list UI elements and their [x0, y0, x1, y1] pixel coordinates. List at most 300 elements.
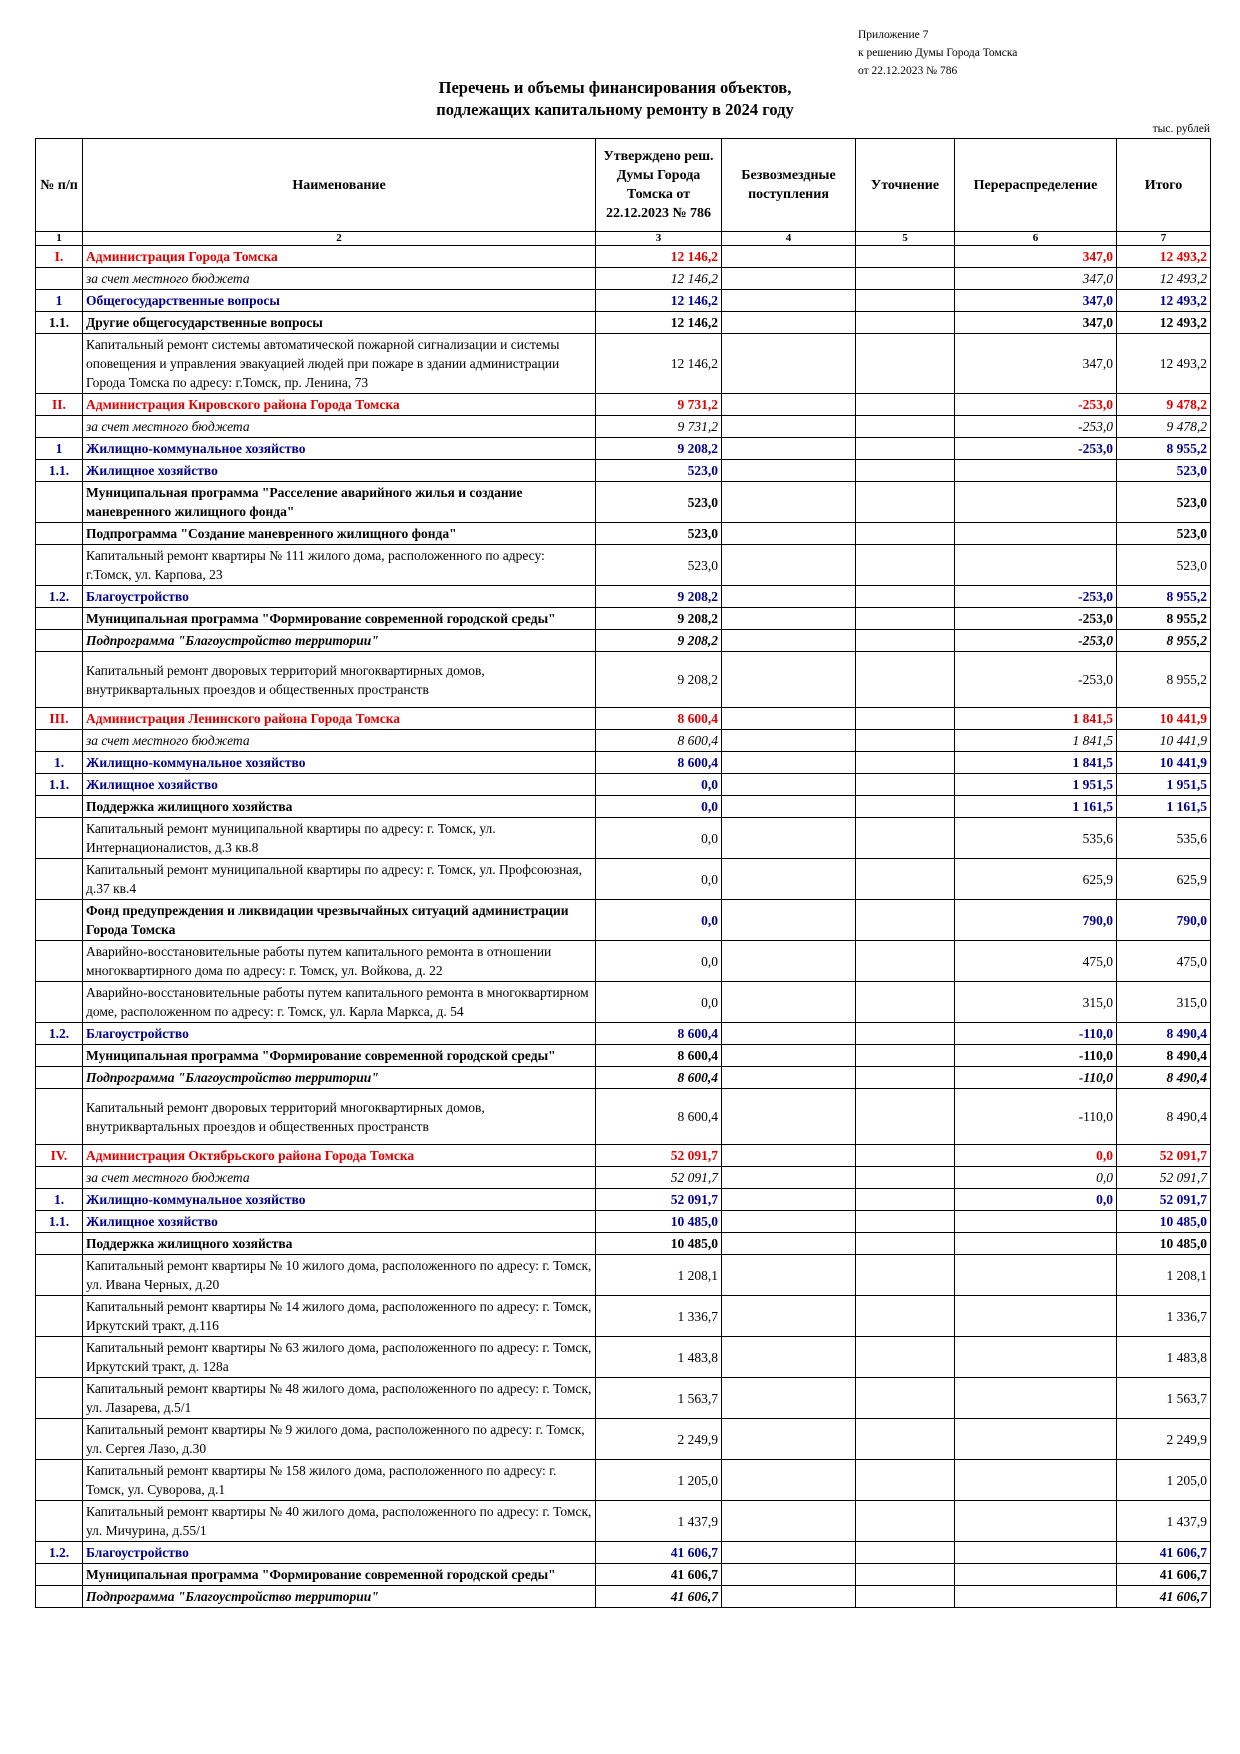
total-value: 625,9	[1117, 859, 1211, 900]
total-value: 523,0	[1117, 482, 1211, 523]
refinement-value	[856, 545, 955, 586]
column-index: 7	[1117, 232, 1211, 246]
grants-value	[722, 1189, 856, 1211]
row-number	[36, 1378, 83, 1419]
row-name: Капитальный ремонт квартиры № 111 жилого дома, расположенного по адресу: г.Томск, ул. Карпова, 23	[83, 545, 596, 586]
row-name: Капитальный ремонт дворовых территорий многоквартирных домов, внутриквартальных проездов и общественных пространств	[83, 652, 596, 708]
row-number: 1	[36, 438, 83, 460]
refinement-value	[856, 312, 955, 334]
refinement-value	[856, 482, 955, 523]
redistribution-value: -253,0	[955, 630, 1117, 652]
table-row	[36, 1501, 1211, 1542]
row-number	[36, 652, 83, 708]
approved-value: 8 600,4	[596, 752, 722, 774]
total-value: 52 091,7	[1117, 1189, 1211, 1211]
row-number: III.	[36, 708, 83, 730]
col-header-grants: Безвозмездные поступления	[722, 139, 856, 232]
refinement-value	[856, 416, 955, 438]
redistribution-value: 0,0	[955, 1189, 1117, 1211]
refinement-value	[856, 1460, 955, 1501]
column-index: 2	[83, 232, 596, 246]
column-index: 1	[36, 232, 83, 246]
refinement-value	[856, 1089, 955, 1145]
row-name: Другие общегосударственные вопросы	[83, 312, 596, 334]
redistribution-value: -253,0	[955, 608, 1117, 630]
table-row	[36, 630, 1211, 652]
approved-value: 9 731,2	[596, 416, 722, 438]
total-value: 10 485,0	[1117, 1211, 1211, 1233]
refinement-value	[856, 1189, 955, 1211]
redistribution-value: 475,0	[955, 941, 1117, 982]
row-name: Капитальный ремонт муниципальной квартиры по адресу: г. Томск, ул. Профсоюзная, д.37 кв.4	[83, 859, 596, 900]
row-number	[36, 1255, 83, 1296]
grants-value	[722, 774, 856, 796]
table-row	[36, 1067, 1211, 1089]
row-name: за счет местного бюджета	[83, 730, 596, 752]
table-row	[36, 730, 1211, 752]
approved-value: 52 091,7	[596, 1189, 722, 1211]
refinement-value	[856, 438, 955, 460]
appendix-line: к решению Думы Города Томска	[858, 47, 1018, 59]
grants-value	[722, 290, 856, 312]
redistribution-value: -253,0	[955, 416, 1117, 438]
row-name: Администрация Кировского района Города Томска	[83, 394, 596, 416]
table-row	[36, 1167, 1211, 1189]
row-name: Подпрограмма "Благоустройство территории"	[83, 1067, 596, 1089]
refinement-value	[856, 1045, 955, 1067]
row-name: Муниципальная программа "Расселение аварийного жилья и создание маневренного жилищного фонда"	[83, 482, 596, 523]
redistribution-value: 347,0	[955, 334, 1117, 394]
table-row	[36, 608, 1211, 630]
table-row	[36, 290, 1211, 312]
total-value: 10 441,9	[1117, 730, 1211, 752]
header-row	[36, 139, 1211, 232]
grants-value	[722, 1337, 856, 1378]
grants-value	[722, 482, 856, 523]
redistribution-value: -253,0	[955, 652, 1117, 708]
grants-value	[722, 818, 856, 859]
refinement-value	[856, 1145, 955, 1167]
approved-value: 9 208,2	[596, 630, 722, 652]
refinement-value	[856, 334, 955, 394]
refinement-value	[856, 1542, 955, 1564]
row-name: Капитальный ремонт квартиры № 48 жилого дома, расположенного по адресу: г. Томск, ул. Лазарева, д.5/1	[83, 1378, 596, 1419]
grants-value	[722, 586, 856, 608]
refinement-value	[856, 1023, 955, 1045]
grants-value	[722, 268, 856, 290]
refinement-value	[856, 1378, 955, 1419]
refinement-value	[856, 1564, 955, 1586]
redistribution-value	[955, 1337, 1117, 1378]
redistribution-value: 1 951,5	[955, 774, 1117, 796]
redistribution-value: -253,0	[955, 586, 1117, 608]
row-number	[36, 818, 83, 859]
row-number: 1.1.	[36, 460, 83, 482]
approved-value: 0,0	[596, 900, 722, 941]
row-name: Капитальный ремонт дворовых территорий многоквартирных домов, внутриквартальных проездов и общественных пространств	[83, 1089, 596, 1145]
row-number	[36, 900, 83, 941]
grants-value	[722, 652, 856, 708]
document-title	[40, 77, 1190, 121]
grants-value	[722, 608, 856, 630]
approved-value: 12 146,2	[596, 312, 722, 334]
table-row	[36, 796, 1211, 818]
appendix-line: Приложение 7	[858, 29, 929, 41]
redistribution-value: 535,6	[955, 818, 1117, 859]
row-number: 1.1.	[36, 774, 83, 796]
redistribution-value: 0,0	[955, 1145, 1117, 1167]
column-index: 4	[722, 232, 856, 246]
row-name: Общегосударственные вопросы	[83, 290, 596, 312]
table-row	[36, 460, 1211, 482]
total-value: 1 563,7	[1117, 1378, 1211, 1419]
row-number	[36, 1067, 83, 1089]
grants-value	[722, 334, 856, 394]
row-name: за счет местного бюджета	[83, 416, 596, 438]
table-row	[36, 900, 1211, 941]
row-name: Капитальный ремонт квартиры № 10 жилого дома, расположенного по адресу: г. Томск, ул. Ивана Черных, д.20	[83, 1255, 596, 1296]
approved-value: 9 208,2	[596, 438, 722, 460]
row-number	[36, 1586, 83, 1608]
table-row	[36, 312, 1211, 334]
total-value: 523,0	[1117, 545, 1211, 586]
table-row	[36, 774, 1211, 796]
total-value: 8 955,2	[1117, 438, 1211, 460]
refinement-value	[856, 1296, 955, 1337]
row-number	[36, 1296, 83, 1337]
redistribution-value: -110,0	[955, 1067, 1117, 1089]
row-name: Жилищное хозяйство	[83, 1211, 596, 1233]
row-number	[36, 1564, 83, 1586]
grants-value	[722, 1089, 856, 1145]
approved-value: 8 600,4	[596, 708, 722, 730]
refinement-value	[856, 652, 955, 708]
row-name: Жилищное хозяйство	[83, 460, 596, 482]
approved-value: 523,0	[596, 523, 722, 545]
row-number	[36, 1460, 83, 1501]
total-value: 315,0	[1117, 982, 1211, 1023]
column-index-row	[36, 232, 1211, 246]
row-number	[36, 334, 83, 394]
row-number	[36, 1501, 83, 1542]
approved-value: 0,0	[596, 774, 722, 796]
total-value: 1 161,5	[1117, 796, 1211, 818]
table-row	[36, 1337, 1211, 1378]
table-row	[36, 416, 1211, 438]
approved-value: 0,0	[596, 818, 722, 859]
redistribution-value: -253,0	[955, 438, 1117, 460]
approved-value: 12 146,2	[596, 290, 722, 312]
row-number: IV.	[36, 1145, 83, 1167]
grants-value	[722, 1564, 856, 1586]
grants-value	[722, 1542, 856, 1564]
approved-value: 1 437,9	[596, 1501, 722, 1542]
row-name: Капитальный ремонт квартиры № 158 жилого дома, расположенного по адресу: г. Томск, ул. Суворова, д.1	[83, 1460, 596, 1501]
refinement-value	[856, 774, 955, 796]
total-value: 9 478,2	[1117, 416, 1211, 438]
grants-value	[722, 1378, 856, 1419]
title-line: Перечень и объемы финансирования объектов,	[438, 78, 792, 97]
row-number	[36, 1233, 83, 1255]
table-row	[36, 268, 1211, 290]
table-row	[36, 246, 1211, 268]
table-row	[36, 1586, 1211, 1608]
row-name: Подпрограмма "Создание маневренного жилищного фонда"	[83, 523, 596, 545]
grants-value	[722, 416, 856, 438]
row-number	[36, 1419, 83, 1460]
row-name: за счет местного бюджета	[83, 1167, 596, 1189]
table-row	[36, 1045, 1211, 1067]
total-value: 12 493,2	[1117, 246, 1211, 268]
total-value: 52 091,7	[1117, 1167, 1211, 1189]
approved-value: 41 606,7	[596, 1564, 722, 1586]
grants-value	[722, 1211, 856, 1233]
grants-value	[722, 1233, 856, 1255]
redistribution-value	[955, 1419, 1117, 1460]
row-number: 1.1.	[36, 1211, 83, 1233]
total-value: 790,0	[1117, 900, 1211, 941]
redistribution-value: 347,0	[955, 268, 1117, 290]
total-value: 12 493,2	[1117, 312, 1211, 334]
row-name: Капитальный ремонт квартиры № 40 жилого дома, расположенного по адресу: г. Томск, ул. Мичурина, д.55/1	[83, 1501, 596, 1542]
table-row	[36, 482, 1211, 523]
table-row	[36, 586, 1211, 608]
grants-value	[722, 708, 856, 730]
row-name: Капитальный ремонт квартиры № 63 жилого дома, расположенного по адресу: г. Томск, Иркутский тракт, д. 128а	[83, 1337, 596, 1378]
redistribution-value: 347,0	[955, 312, 1117, 334]
table-row	[36, 818, 1211, 859]
table-row	[36, 1378, 1211, 1419]
refinement-value	[856, 630, 955, 652]
approved-value: 12 146,2	[596, 334, 722, 394]
row-name: Фонд предупреждения и ликвидации чрезвычайных ситуаций администрации Города Томска	[83, 900, 596, 941]
total-value: 523,0	[1117, 523, 1211, 545]
approved-value: 12 146,2	[596, 268, 722, 290]
approved-value: 1 563,7	[596, 1378, 722, 1419]
col-header-total: Итого	[1117, 139, 1211, 232]
approved-value: 9 208,2	[596, 586, 722, 608]
refinement-value	[856, 460, 955, 482]
grants-value	[722, 630, 856, 652]
approved-value: 52 091,7	[596, 1145, 722, 1167]
table-row	[36, 1211, 1211, 1233]
row-number: I.	[36, 246, 83, 268]
row-number	[36, 982, 83, 1023]
refinement-value	[856, 982, 955, 1023]
redistribution-value	[955, 545, 1117, 586]
row-name: Поддержка жилищного хозяйства	[83, 796, 596, 818]
approved-value: 9 208,2	[596, 652, 722, 708]
total-value: 8 955,2	[1117, 630, 1211, 652]
row-name: Благоустройство	[83, 1542, 596, 1564]
redistribution-value	[955, 1211, 1117, 1233]
refinement-value	[856, 1419, 955, 1460]
refinement-value	[856, 941, 955, 982]
grants-value	[722, 796, 856, 818]
grants-value	[722, 1145, 856, 1167]
grants-value	[722, 1023, 856, 1045]
approved-value: 523,0	[596, 482, 722, 523]
approved-value: 1 483,8	[596, 1337, 722, 1378]
total-value: 10 441,9	[1117, 708, 1211, 730]
total-value: 52 091,7	[1117, 1145, 1211, 1167]
table-row	[36, 708, 1211, 730]
grants-value	[722, 1296, 856, 1337]
total-value: 8 490,4	[1117, 1023, 1211, 1045]
approved-value: 0,0	[596, 859, 722, 900]
financing-table	[35, 138, 1211, 1608]
grants-value	[722, 1460, 856, 1501]
row-name: Жилищно-коммунальное хозяйство	[83, 1189, 596, 1211]
refinement-value	[856, 900, 955, 941]
grants-value	[722, 1419, 856, 1460]
redistribution-value: 347,0	[955, 246, 1117, 268]
total-value: 12 493,2	[1117, 268, 1211, 290]
redistribution-value	[955, 1255, 1117, 1296]
grants-value	[722, 545, 856, 586]
redistribution-value	[955, 1378, 1117, 1419]
grants-value	[722, 394, 856, 416]
table-row	[36, 523, 1211, 545]
redistribution-value	[955, 1501, 1117, 1542]
approved-value: 8 600,4	[596, 1067, 722, 1089]
table-row	[36, 1460, 1211, 1501]
row-name: Жилищно-коммунальное хозяйство	[83, 438, 596, 460]
table-row	[36, 1542, 1211, 1564]
total-value: 8 490,4	[1117, 1045, 1211, 1067]
total-value: 1 336,7	[1117, 1296, 1211, 1337]
row-number	[36, 730, 83, 752]
row-name: Муниципальная программа "Формирование современной городской среды"	[83, 608, 596, 630]
grants-value	[722, 312, 856, 334]
approved-value: 1 208,1	[596, 1255, 722, 1296]
row-number: 1	[36, 290, 83, 312]
total-value: 41 606,7	[1117, 1564, 1211, 1586]
refinement-value	[856, 708, 955, 730]
row-number: 1.	[36, 752, 83, 774]
row-name: Аварийно-восстановительные работы путем капитального ремонта в отношении многоквартирного дома по адресу: г. Томск, ул. Войкова, д. 22	[83, 941, 596, 982]
grants-value	[722, 941, 856, 982]
refinement-value	[856, 1501, 955, 1542]
approved-value: 2 249,9	[596, 1419, 722, 1460]
row-number	[36, 1337, 83, 1378]
title-line: подлежащих капитальному ремонту в 2024 году	[436, 100, 794, 119]
row-name: Жилищное хозяйство	[83, 774, 596, 796]
approved-value: 9 208,2	[596, 608, 722, 630]
table-row	[36, 545, 1211, 586]
row-number: 1.2.	[36, 1023, 83, 1045]
approved-value: 12 146,2	[596, 246, 722, 268]
redistribution-value	[955, 1542, 1117, 1564]
row-number	[36, 796, 83, 818]
col-header-name: Наименование	[83, 139, 596, 232]
refinement-value	[856, 1233, 955, 1255]
approved-value: 0,0	[596, 982, 722, 1023]
refinement-value	[856, 523, 955, 545]
approved-value: 8 600,4	[596, 1089, 722, 1145]
redistribution-value: -110,0	[955, 1089, 1117, 1145]
refinement-value	[856, 752, 955, 774]
redistribution-value	[955, 1233, 1117, 1255]
approved-value: 523,0	[596, 460, 722, 482]
row-name: Муниципальная программа "Формирование современной городской среды"	[83, 1564, 596, 1586]
total-value: 1 205,0	[1117, 1460, 1211, 1501]
table-row	[36, 1564, 1211, 1586]
redistribution-value	[955, 460, 1117, 482]
row-name: Жилищно-коммунальное хозяйство	[83, 752, 596, 774]
table-row	[36, 1296, 1211, 1337]
table-row	[36, 394, 1211, 416]
table-row	[36, 1233, 1211, 1255]
col-header-number: № п/п	[36, 139, 83, 232]
table-row	[36, 438, 1211, 460]
table-row	[36, 1189, 1211, 1211]
row-number	[36, 1167, 83, 1189]
refinement-value	[856, 1255, 955, 1296]
redistribution-value	[955, 1296, 1117, 1337]
total-value: 9 478,2	[1117, 394, 1211, 416]
grants-value	[722, 982, 856, 1023]
table-row	[36, 652, 1211, 708]
total-value: 535,6	[1117, 818, 1211, 859]
row-number	[36, 545, 83, 586]
column-index: 3	[596, 232, 722, 246]
row-name: Аварийно-восстановительные работы путем капитального ремонта в многоквартирном доме, расположенном по адресу: г. Томск, ул. Карла Маркса, д. 54	[83, 982, 596, 1023]
row-name: Капитальный ремонт муниципальной квартиры по адресу: г. Томск, ул. Интернационалистов, д.3 кв.8	[83, 818, 596, 859]
grants-value	[722, 246, 856, 268]
refinement-value	[856, 1337, 955, 1378]
approved-value: 523,0	[596, 545, 722, 586]
refinement-value	[856, 1586, 955, 1608]
column-index: 5	[856, 232, 955, 246]
total-value: 475,0	[1117, 941, 1211, 982]
redistribution-value: 1 841,5	[955, 752, 1117, 774]
row-name: Благоустройство	[83, 586, 596, 608]
refinement-value	[856, 608, 955, 630]
table-body	[36, 246, 1211, 1608]
refinement-value	[856, 246, 955, 268]
total-value: 1 437,9	[1117, 1501, 1211, 1542]
appendix-note	[858, 26, 1017, 80]
approved-value: 41 606,7	[596, 1542, 722, 1564]
unit-label: тыс. рублей	[1152, 123, 1210, 135]
row-name: Подпрограмма "Благоустройство территории"	[83, 1586, 596, 1608]
approved-value: 1 336,7	[596, 1296, 722, 1337]
refinement-value	[856, 268, 955, 290]
row-name: Администрация Ленинского района Города Томска	[83, 708, 596, 730]
grants-value	[722, 1501, 856, 1542]
table-row	[36, 1255, 1211, 1296]
row-number	[36, 1089, 83, 1145]
approved-value: 10 485,0	[596, 1233, 722, 1255]
total-value: 8 490,4	[1117, 1067, 1211, 1089]
grants-value	[722, 1067, 856, 1089]
approved-value: 10 485,0	[596, 1211, 722, 1233]
total-value: 1 951,5	[1117, 774, 1211, 796]
table-row	[36, 1145, 1211, 1167]
redistribution-value: 1 841,5	[955, 730, 1117, 752]
col-header-redistribution: Перераспределение	[955, 139, 1117, 232]
row-name: Поддержка жилищного хозяйства	[83, 1233, 596, 1255]
redistribution-value	[955, 1460, 1117, 1501]
total-value: 8 490,4	[1117, 1089, 1211, 1145]
row-number	[36, 859, 83, 900]
grants-value	[722, 523, 856, 545]
refinement-value	[856, 818, 955, 859]
total-value: 12 493,2	[1117, 290, 1211, 312]
redistribution-value	[955, 482, 1117, 523]
redistribution-value: 625,9	[955, 859, 1117, 900]
